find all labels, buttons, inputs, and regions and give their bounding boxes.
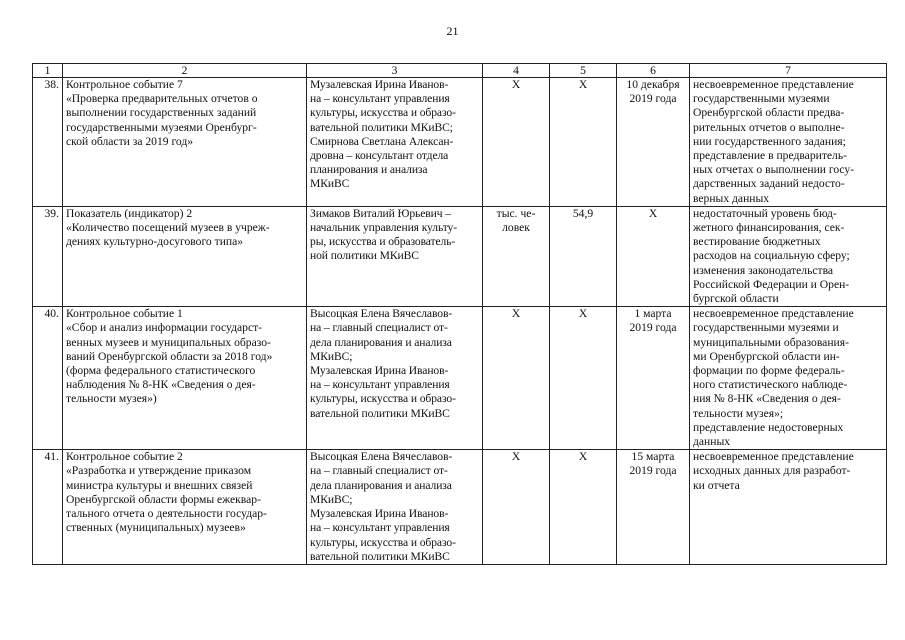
text-line: 10 декабря	[626, 78, 680, 91]
event-name-cell	[63, 206, 307, 306]
text-line: ных отчетах о выполнении госу-	[693, 163, 855, 177]
text-line: дровна – консультант отдела	[310, 149, 449, 163]
text-line: Высоцкая Елена Вячеславов-	[310, 307, 453, 321]
text-line: государственными музеями	[693, 92, 830, 106]
text-line: «Сбор и анализ информации государст-	[66, 321, 263, 335]
text-line: тельности музея»;	[693, 406, 784, 420]
text-line: на – консультант управления	[310, 378, 450, 392]
responsible-cell	[307, 450, 483, 565]
text-line: ного статистического наблюде-	[693, 378, 848, 392]
text-line: ловек	[502, 221, 530, 235]
text-line: государственными музеями Оренбург-	[66, 120, 257, 134]
text-line: Показатель (индикатор) 2	[66, 206, 193, 220]
text-line: вестирование бюджетных	[693, 235, 821, 249]
event-name-cell	[63, 307, 307, 450]
text-line: дарственных заданий недосто-	[693, 177, 845, 191]
text-line: на – консультант управления	[310, 521, 450, 535]
text-line: (форма федерального статистического	[66, 364, 256, 378]
table-row	[33, 307, 887, 450]
text-line: ми Оренбургской области ин-	[693, 349, 840, 363]
text-line: Х	[578, 450, 588, 464]
text-line: жетного финансирования, сек-	[693, 221, 845, 235]
column-header: 4	[483, 64, 550, 78]
text-line: представление в предваритель-	[693, 149, 847, 163]
text-line: «Количество посещений музеев в учреж-	[66, 221, 270, 235]
text-line: верных данных	[693, 191, 770, 205]
text-line: тельности музея»)	[66, 392, 157, 406]
date-cell	[617, 450, 690, 565]
text-line: на – главный специалист от-	[310, 464, 448, 478]
text-line: МКиВС;	[310, 492, 353, 506]
text-line: Х	[578, 78, 588, 91]
text-line: недостаточный уровень бюд-	[693, 206, 837, 220]
unit-cell	[483, 206, 550, 306]
text-line: выполнении государственных заданий	[66, 106, 257, 120]
text-line: Х	[511, 78, 521, 91]
responsible-cell	[307, 307, 483, 450]
text-line: на – главный специалист от-	[310, 321, 448, 335]
event-name-cell	[63, 450, 307, 565]
text-line: «Проверка предварительных отчетов о	[66, 92, 258, 106]
value-cell	[550, 206, 617, 306]
text-line: ваний Оренбургской области за 2018 год»	[66, 349, 273, 363]
text-line: Музалевская Ирина Иванов-	[310, 507, 449, 521]
table-row	[33, 206, 887, 306]
unit-cell	[483, 307, 550, 450]
text-line: данных	[693, 435, 731, 449]
text-line: министра культуры и внешних связей	[66, 478, 253, 492]
text-line: Х	[578, 307, 588, 321]
date-cell	[617, 307, 690, 450]
column-header: 7	[690, 64, 887, 78]
text-line: тального отчета о деятельности государ-	[66, 507, 267, 521]
text-line: государственными музеями и	[693, 321, 839, 335]
text-line: культуры, искусства и образо-	[310, 106, 456, 120]
risks-cell	[690, 307, 887, 450]
column-header: 5	[550, 64, 617, 78]
value-cell	[550, 307, 617, 450]
text-line: культуры, искусства и образо-	[310, 535, 456, 549]
value-cell	[550, 78, 617, 207]
text-line: Х	[511, 450, 521, 464]
text-line: Российской Федерации и Орен-	[693, 277, 850, 291]
date-cell	[617, 206, 690, 306]
row-number: 41.	[33, 450, 63, 565]
text-line: ственных (муниципальных) музеев»	[66, 521, 246, 535]
text-line: ной политики МКиВС	[310, 249, 419, 263]
text-line: расходов на социальную сферу;	[693, 249, 850, 263]
plan-table	[32, 63, 887, 565]
text-line: на – консультант управления	[310, 92, 450, 106]
text-line: Высоцкая Елена Вячеславов-	[310, 450, 453, 464]
text-line: Контрольное событие 2	[66, 450, 183, 464]
responsible-cell	[307, 78, 483, 207]
date-cell	[617, 78, 690, 207]
responsible-cell	[307, 206, 483, 306]
row-number: 38.	[33, 78, 63, 207]
text-line: планирования и анализа	[310, 163, 428, 177]
risks-cell	[690, 206, 887, 306]
text-line: Х	[511, 307, 521, 321]
text-line: Оренбургской области формы ежеквар-	[66, 492, 261, 506]
text-line: Смирнова Светлана Алексан-	[310, 134, 454, 148]
text-line: вательной политики МКиВС	[310, 406, 450, 420]
text-line: Музалевская Ирина Иванов-	[310, 364, 449, 378]
text-line: 1 марта	[634, 307, 672, 321]
text-line: наблюдения № 8-НК «Сведения о дея-	[66, 378, 256, 392]
text-line: 2019 года	[629, 464, 677, 478]
unit-cell	[483, 450, 550, 565]
text-line: 54,9	[572, 206, 594, 220]
text-line: вательной политики МКиВС;	[310, 120, 453, 134]
text-line: Контрольное событие 7	[66, 78, 183, 91]
table-row	[33, 450, 887, 565]
text-line: ния № 8-НК «Сведения о дея-	[693, 392, 841, 406]
text-line: 15 марта	[631, 450, 675, 464]
text-line: дела планирования и анализа	[310, 478, 452, 492]
column-header: 6	[617, 64, 690, 78]
event-name-cell	[63, 78, 307, 207]
text-line: «Разработка и утверждение приказом	[66, 464, 252, 478]
row-number: 40.	[33, 307, 63, 450]
column-header: 3	[307, 64, 483, 78]
text-line: Оренбургской области предва-	[693, 106, 845, 120]
text-line: формации по форме федераль-	[693, 364, 845, 378]
text-line: несвоевременное представление	[693, 78, 854, 91]
text-line: Музалевская Ирина Иванов-	[310, 78, 449, 91]
text-line: культуры, искусства и образо-	[310, 392, 456, 406]
text-line: дела планирования и анализа	[310, 335, 452, 349]
text-line: МКиВС	[310, 177, 350, 191]
text-line: ки отчета	[693, 478, 740, 492]
value-cell	[550, 450, 617, 565]
row-number: 39.	[33, 206, 63, 306]
text-line: 2019 года	[629, 321, 677, 335]
header-row	[33, 64, 887, 78]
text-line: ской области за 2019 год»	[66, 134, 194, 148]
table-row	[33, 78, 887, 207]
text-line: представление недостоверных	[693, 420, 844, 434]
text-line: рительных отчетов о выполне-	[693, 120, 845, 134]
text-line: вательной политики МКиВС	[310, 549, 450, 563]
text-line: тыс. че-	[496, 206, 536, 220]
text-line: 2019 года	[629, 92, 677, 106]
text-line: Контрольное событие 1	[66, 307, 183, 321]
text-line: начальник управления культу-	[310, 221, 457, 235]
risks-cell	[690, 78, 887, 207]
text-line: Зимаков Виталий Юрьевич –	[310, 206, 451, 220]
text-line: дениях культурно-досугового типа»	[66, 235, 244, 249]
text-line: несвоевременное представление	[693, 450, 854, 464]
unit-cell	[483, 78, 550, 207]
text-line: Х	[648, 206, 658, 220]
risks-cell	[690, 450, 887, 565]
column-header: 2	[63, 64, 307, 78]
text-line: венных музеев и муниципальных образо-	[66, 335, 271, 349]
text-line: ры, искусства и образователь-	[310, 235, 456, 249]
text-line: муниципальными образования-	[693, 335, 849, 349]
page-number: 21	[446, 24, 459, 38]
text-line: бургской области	[693, 292, 779, 306]
text-line: несвоевременное представление	[693, 307, 854, 321]
text-line: изменения законодательства	[693, 263, 834, 277]
text-line: МКиВС;	[310, 349, 353, 363]
column-header: 1	[33, 64, 63, 78]
text-line: исходных данных для разработ-	[693, 464, 851, 478]
text-line: нии государственного задания;	[693, 134, 846, 148]
